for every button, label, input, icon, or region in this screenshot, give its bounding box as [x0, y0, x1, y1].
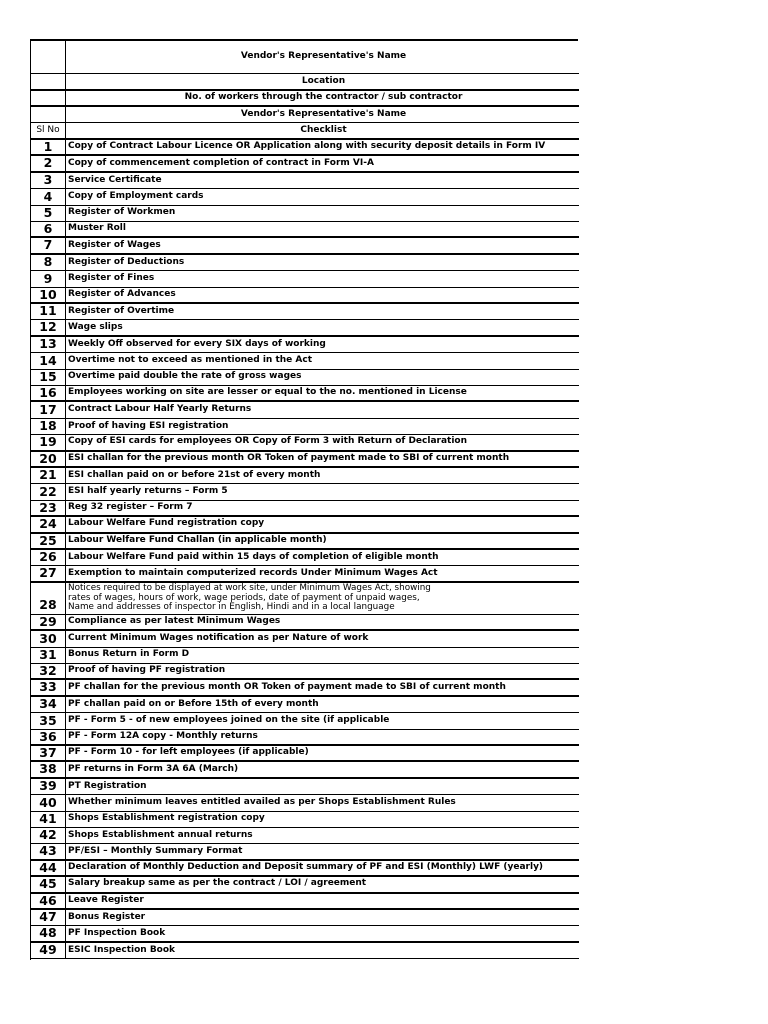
checklist-item-text: PF returns in Form 3A 6A (March) [68, 763, 239, 774]
checklist-item-text: ESI challan for the previous month OR Token of payment made to SBI of current month [68, 452, 510, 463]
checklist-item-text: Shops Establishment registration copy [68, 813, 265, 824]
checklist-item-text: Whether minimum leaves entitled availed as per Shops Establishment Rules [68, 796, 456, 807]
sl-no-cell: 26 [31, 550, 66, 565]
sl-no-cell: 14 [31, 353, 66, 368]
sl-no-cell: 48 [31, 926, 66, 940]
checklist-row [31, 206, 579, 222]
sl-no-cell: 5 [31, 206, 66, 221]
checklist-row [31, 402, 579, 418]
sl-no-cell: 41 [31, 812, 66, 827]
checklist-table [30, 39, 578, 960]
sl-no-cell: 13 [31, 337, 66, 352]
checklist-item-text: Salary breakup same as per the contract / LOI / agreement [68, 878, 367, 889]
rep-name-label: Vendor's Representative's Name [240, 51, 407, 62]
checklist-row [31, 812, 579, 828]
checklist-item-text: Contract Labour Half Yearly Returns [68, 404, 252, 415]
sl-no-cell: 46 [31, 894, 66, 908]
header-row-columns [31, 123, 579, 140]
sl-no-cell: 34 [31, 697, 66, 712]
checklist-row [31, 779, 579, 795]
sl-no-cell: 28 [31, 583, 66, 614]
checklist-row [31, 517, 579, 533]
checklist-row [31, 468, 579, 484]
checklist-item-text: Register of Wages [68, 239, 161, 250]
checklist-item-text: Declaration of Monthly Deduction and Deposit summary of PF and ESI (Monthly) LWF (yearly) [68, 862, 544, 873]
header-row-location [31, 74, 579, 91]
sl-no-cell: 33 [31, 680, 66, 694]
checklist-row [31, 697, 579, 713]
checklist-item-text: PF - Form 10 - for left employees (if applicable) [68, 747, 309, 758]
checklist-item-text: Exemption to maintain computerized records Under Minimum Wages Act [68, 567, 438, 578]
checklist-item-text: PT Registration [68, 780, 147, 791]
sl-no-cell: 30 [31, 631, 66, 646]
header-row-workers [31, 91, 579, 107]
checklist-item-text: Overtime paid double the rate of gross wages [68, 371, 302, 382]
sl-no-cell: 2 [31, 156, 66, 170]
checklist-item-text: ESI half yearly returns – Form 5 [68, 486, 228, 497]
checklist-item-text: Labour Welfare Fund paid within 15 days of completion of eligible month [68, 551, 439, 562]
sl-no-cell: 18 [31, 419, 66, 434]
checklist-item-text: PF - Form 5 - of new employees joined on the site (if applicable [68, 714, 390, 725]
checklist-row [31, 926, 579, 942]
sl-no-cell: 25 [31, 534, 66, 548]
checklist-item-text: Service Certificate [68, 174, 162, 185]
checklist-row [31, 910, 579, 926]
checklist-row [31, 631, 579, 647]
sl-no-cell: 10 [31, 288, 66, 302]
sl-no-cell: 1 [31, 140, 66, 154]
checklist-item-text: ESIC Inspection Book [68, 944, 176, 955]
checklist-item-text: Employees working on site are lesser or equal to the no. mentioned in License [68, 387, 467, 398]
checklist-item-text: Proof of having PF registration [68, 665, 226, 676]
checklist-item-text: Labour Welfare Fund Challan (in applicable month) [68, 534, 327, 545]
sl-no-cell: 45 [31, 877, 66, 891]
rep-name-label-2: Vendor's Representative's Name [240, 108, 407, 119]
header-row-rep-name [31, 41, 579, 74]
sl-no-cell: 36 [31, 730, 66, 744]
checklist-row [31, 435, 579, 451]
sl-no-cell: 8 [31, 255, 66, 270]
sl-no-cell: 6 [31, 222, 66, 236]
sl-no-cell: 47 [31, 910, 66, 925]
checklist-row [31, 288, 579, 304]
sl-cell-blank [31, 74, 66, 89]
checklist-item-text: PF challan paid on or Before 15th of every month [68, 698, 319, 709]
checklist-item-text: Overtime not to exceed as mentioned in the Act [68, 354, 313, 365]
checklist-row [31, 861, 579, 877]
checklist-row [31, 844, 579, 860]
sl-no-cell: 27 [31, 566, 66, 580]
checklist-item-text: Reg 32 register – Form 7 [68, 502, 193, 513]
checklist-row [31, 795, 579, 811]
checklist-item-text: PF - Form 12A copy - Monthly returns [68, 730, 258, 741]
checklist-item-text: Register of Advances [68, 288, 176, 299]
sl-no-cell: 3 [31, 173, 66, 188]
checklist-item-text: Copy of commencement completion of contract in Form VI-A [68, 157, 374, 168]
checklist-row [31, 894, 579, 910]
sl-no-cell: 15 [31, 370, 66, 385]
location-label: Location [301, 75, 346, 86]
checklist-item-text: Bonus Return in Form D [68, 649, 190, 660]
checklist-item-text: Leave Register [68, 894, 144, 905]
checklist-row [31, 156, 579, 172]
checklist-row [31, 762, 579, 778]
checklist-row [31, 828, 579, 844]
checklist-item-text: Wage slips [68, 321, 123, 332]
checklist-item-text: Bonus Register [68, 911, 146, 922]
checklist-row [31, 664, 579, 680]
checklist-row [31, 222, 579, 238]
sl-no-cell: 43 [31, 844, 66, 858]
checklist-item-text: PF/ESI – Monthly Summary Format [68, 845, 243, 856]
sl-no-cell: 49 [31, 943, 66, 958]
checklist-row [31, 386, 579, 402]
sl-no-cell: 17 [31, 402, 66, 417]
sl-no-cell: 31 [31, 648, 66, 663]
checklist-row [31, 353, 579, 369]
checklist-row [31, 419, 579, 435]
checklist-row [31, 238, 579, 254]
checklist-row [31, 550, 579, 566]
checklist-row [31, 648, 579, 664]
checklist-row [31, 255, 579, 271]
checklist-item-text: Copy of Contract Labour Licence OR Application along with security deposit details in Form IV [68, 141, 546, 152]
checklist-item-text: Proof of having ESI registration [68, 420, 229, 431]
sl-no-cell: 42 [31, 828, 66, 843]
sl-no-header: Sl No [31, 123, 66, 138]
sl-cell-blank [31, 41, 66, 73]
checklist-item-text: Register of Overtime [68, 305, 175, 316]
sl-no-cell: 35 [31, 713, 66, 728]
checklist-item-text: Notices required to be displayed at work site, under Minimum Wages Act, showing rates of wages, hours of work, wage periods, date of payment of unpaid wages, Name and addresses of inspector in English, Hindi and in a local language [68, 583, 431, 613]
sl-no-cell: 44 [31, 861, 66, 875]
sl-no-cell: 24 [31, 517, 66, 531]
checklist-item-text: PF challan for the previous month OR Token of payment made to SBI of current month [68, 681, 506, 692]
sl-no-cell: 37 [31, 746, 66, 760]
checklist-row [31, 271, 579, 287]
sl-no-cell: 39 [31, 779, 66, 794]
sl-no-cell: 21 [31, 468, 66, 483]
checklist-row [31, 484, 579, 500]
sl-no-cell: 40 [31, 795, 66, 810]
sl-cell-blank [31, 107, 66, 122]
sl-no-cell: 23 [31, 501, 66, 515]
sl-no-cell: 7 [31, 238, 66, 252]
checklist-row [31, 746, 579, 762]
sl-no-cell: 11 [31, 304, 66, 319]
checklist-row [31, 173, 579, 189]
checklist-row [31, 713, 579, 729]
checklist-item-text: Shops Establishment annual returns [68, 829, 253, 840]
checklist-header: Checklist [300, 124, 347, 135]
checklist-row [31, 680, 579, 696]
checklist-row [31, 501, 579, 517]
checklist-item-text: Copy of Employment cards [68, 190, 204, 201]
checklist-row [31, 320, 579, 336]
sl-no-cell: 29 [31, 615, 66, 629]
checklist-item-text: Compliance as per latest Minimum Wages [68, 616, 281, 627]
checklist-row [31, 566, 579, 582]
checklist-item-text: Weekly Off observed for every SIX days of working [68, 338, 326, 349]
checklist-row [31, 534, 579, 550]
checklist-item-text: Labour Welfare Fund registration copy [68, 518, 265, 529]
sl-no-cell: 20 [31, 452, 66, 466]
checklist-item-text: Copy of ESI cards for employees OR Copy of Form 3 with Return of Declaration [68, 436, 468, 447]
checklist-item-text: ESI challan paid on or before 21st of every month [68, 469, 321, 480]
header-row-rep-name-2 [31, 107, 579, 123]
sl-no-cell: 16 [31, 386, 66, 400]
sl-no-cell: 38 [31, 762, 66, 776]
sl-no-cell: 4 [31, 189, 66, 204]
checklist-item-text: Current Minimum Wages notification as per Nature of work [68, 632, 369, 643]
checklist-row [31, 189, 579, 205]
checklist-item-text: Register of Deductions [68, 256, 185, 267]
checklist-row [31, 583, 579, 615]
sl-no-cell: 12 [31, 320, 66, 334]
workers-label: No. of workers through the contractor / sub contractor [184, 92, 463, 103]
sl-cell-blank [31, 91, 66, 105]
checklist-row [31, 140, 579, 156]
checklist-row [31, 452, 579, 468]
checklist-item-text: Register of Fines [68, 272, 155, 283]
sl-no-cell: 9 [31, 271, 66, 286]
sl-no-cell: 32 [31, 664, 66, 678]
checklist-row [31, 730, 579, 746]
checklist-item-text: Register of Workmen [68, 207, 176, 218]
sl-no-cell: 19 [31, 435, 66, 449]
checklist-row [31, 943, 579, 959]
checklist-row [31, 304, 579, 320]
checklist-item-text: Muster Roll [68, 223, 126, 234]
checklist-row [31, 370, 579, 386]
checklist-row [31, 615, 579, 631]
sl-no-cell: 22 [31, 484, 66, 499]
checklist-item-text: PF Inspection Book [68, 927, 166, 938]
checklist-row [31, 877, 579, 893]
checklist-row [31, 337, 579, 353]
